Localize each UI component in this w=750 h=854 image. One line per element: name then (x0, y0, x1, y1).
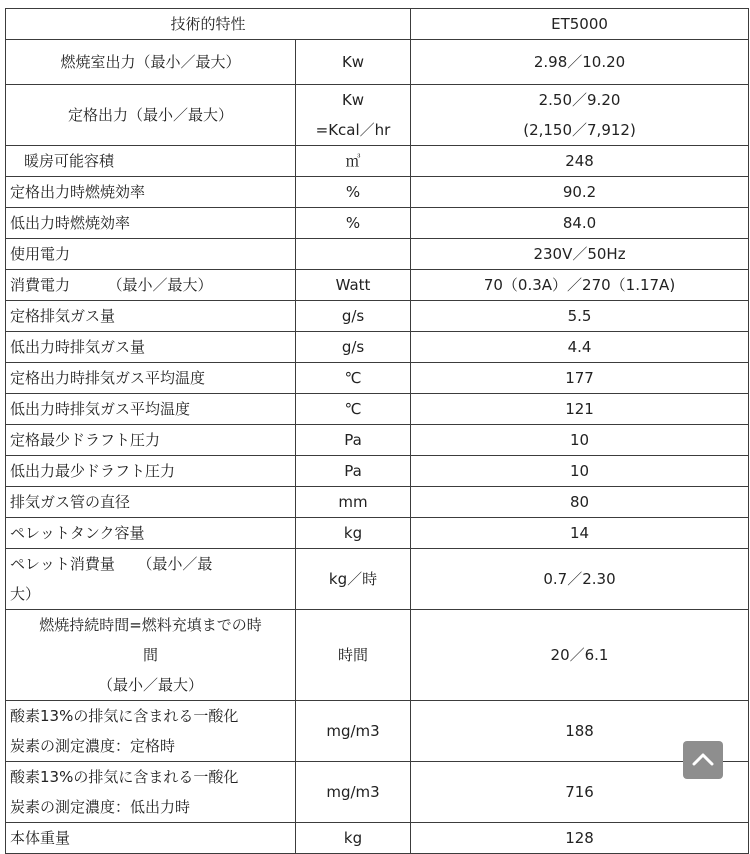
row-unit-line: =Kcal／hr (315, 121, 391, 139)
row-label: ペレットタンク容量 (6, 518, 296, 549)
row-value: 80 (411, 487, 749, 518)
row-unit: Kw (296, 40, 411, 85)
row-label: 定格排気ガス量 (6, 301, 296, 332)
row-value: 70（0.3A）／270（1.17A) (411, 270, 749, 301)
spec-table (5, 8, 749, 854)
table-row (6, 487, 749, 518)
row-label: 定格出力（最小／最大） (6, 85, 296, 146)
row-label: 低出力最少ドラフト圧力 (6, 456, 296, 487)
table-row (6, 85, 749, 146)
row-value: 716 (411, 762, 749, 823)
row-label (6, 549, 296, 610)
row-value: 128 (411, 823, 749, 854)
table-row (6, 610, 749, 701)
row-label: 排気ガス管の直径 (6, 487, 296, 518)
row-label: 低出力時排気ガス平均温度 (6, 394, 296, 425)
row-value (411, 85, 749, 146)
row-label-line: 酸素13%の排気に含まれる一酸化 (10, 768, 239, 786)
row-value: 0.7／2.30 (411, 549, 749, 610)
row-unit: Watt (296, 270, 411, 301)
row-unit: mg/m3 (296, 762, 411, 823)
row-label-line: （最小／最大） (97, 676, 203, 694)
table-row (6, 332, 749, 363)
table-row (6, 549, 749, 610)
table-row (6, 363, 749, 394)
row-label-line: 酸素13%の排気に含まれる一酸化 (10, 707, 239, 725)
table-row (6, 701, 749, 762)
row-unit: g/s (296, 332, 411, 363)
row-unit: g/s (296, 301, 411, 332)
row-value-line: (2,150／7,912) (523, 121, 636, 139)
header-model: ET5000 (411, 9, 749, 40)
row-value-line: 2.50／9.20 (538, 91, 621, 109)
table-row (6, 301, 749, 332)
table-row (6, 177, 749, 208)
row-label: 定格出力時排気ガス平均温度 (6, 363, 296, 394)
table-row (6, 762, 749, 823)
row-value: 14 (411, 518, 749, 549)
row-label: 使用電力 (6, 239, 296, 270)
row-value: 177 (411, 363, 749, 394)
table-row (6, 239, 749, 270)
header-label: 技術的特性 (6, 9, 411, 40)
row-value: 248 (411, 146, 749, 177)
row-label (6, 762, 296, 823)
row-unit (296, 85, 411, 146)
row-label-line: 間 (142, 646, 158, 664)
scroll-to-top-button[interactable] (683, 741, 723, 779)
row-value: 10 (411, 425, 749, 456)
row-label: 本体重量 (6, 823, 296, 854)
row-label: 暖房可能容積 (6, 146, 296, 177)
row-value: 188 (411, 701, 749, 762)
row-label-line: 炭素の測定濃度：定格時 (10, 737, 176, 755)
table-row (6, 518, 749, 549)
row-value: 5.5 (411, 301, 749, 332)
row-label: 定格出力時燃焼効率 (6, 177, 296, 208)
row-unit: kg／時 (296, 549, 411, 610)
row-label: 燃焼室出力（最小／最大） (6, 40, 296, 85)
row-unit: kg (296, 823, 411, 854)
table-row (6, 146, 749, 177)
row-label: 消費電力 （最小／最大） (6, 270, 296, 301)
row-unit: % (296, 208, 411, 239)
table-row (6, 425, 749, 456)
chevron-up-icon (692, 752, 714, 766)
table-row (6, 40, 749, 85)
table-row (6, 823, 749, 854)
row-value: 2.98／10.20 (411, 40, 749, 85)
row-unit: ℃ (296, 394, 411, 425)
row-value: 230V／50Hz (411, 239, 749, 270)
table-row (6, 208, 749, 239)
row-unit: mg/m3 (296, 701, 411, 762)
row-label: 低出力時排気ガス量 (6, 332, 296, 363)
row-value: 20／6.1 (411, 610, 749, 701)
row-value: 90.2 (411, 177, 749, 208)
row-label (6, 701, 296, 762)
row-value: 121 (411, 394, 749, 425)
row-unit: Pa (296, 456, 411, 487)
row-unit: ㎥ (296, 146, 411, 177)
row-unit: Pa (296, 425, 411, 456)
row-unit (296, 239, 411, 270)
row-unit: % (296, 177, 411, 208)
row-label: 低出力時燃焼効率 (6, 208, 296, 239)
row-unit: kg (296, 518, 411, 549)
row-label (6, 610, 296, 701)
row-label-line: 炭素の測定濃度：低出力時 (10, 798, 191, 816)
table-row (6, 456, 749, 487)
row-label: 定格最少ドラフト圧力 (6, 425, 296, 456)
row-unit: mm (296, 487, 411, 518)
table-row (6, 270, 749, 301)
row-label-line: 燃焼持続時間=燃料充填までの時 (39, 616, 262, 634)
row-value: 4.4 (411, 332, 749, 363)
row-unit: ℃ (296, 363, 411, 394)
row-unit-line: Kw (341, 91, 365, 109)
row-value: 10 (411, 456, 749, 487)
row-label-line: ペレット消費量 （最小／最 (10, 555, 213, 573)
row-label-line: 大） (10, 585, 41, 603)
table-header-row (6, 9, 749, 40)
row-unit: 時間 (296, 610, 411, 701)
row-value: 84.0 (411, 208, 749, 239)
table-row (6, 394, 749, 425)
